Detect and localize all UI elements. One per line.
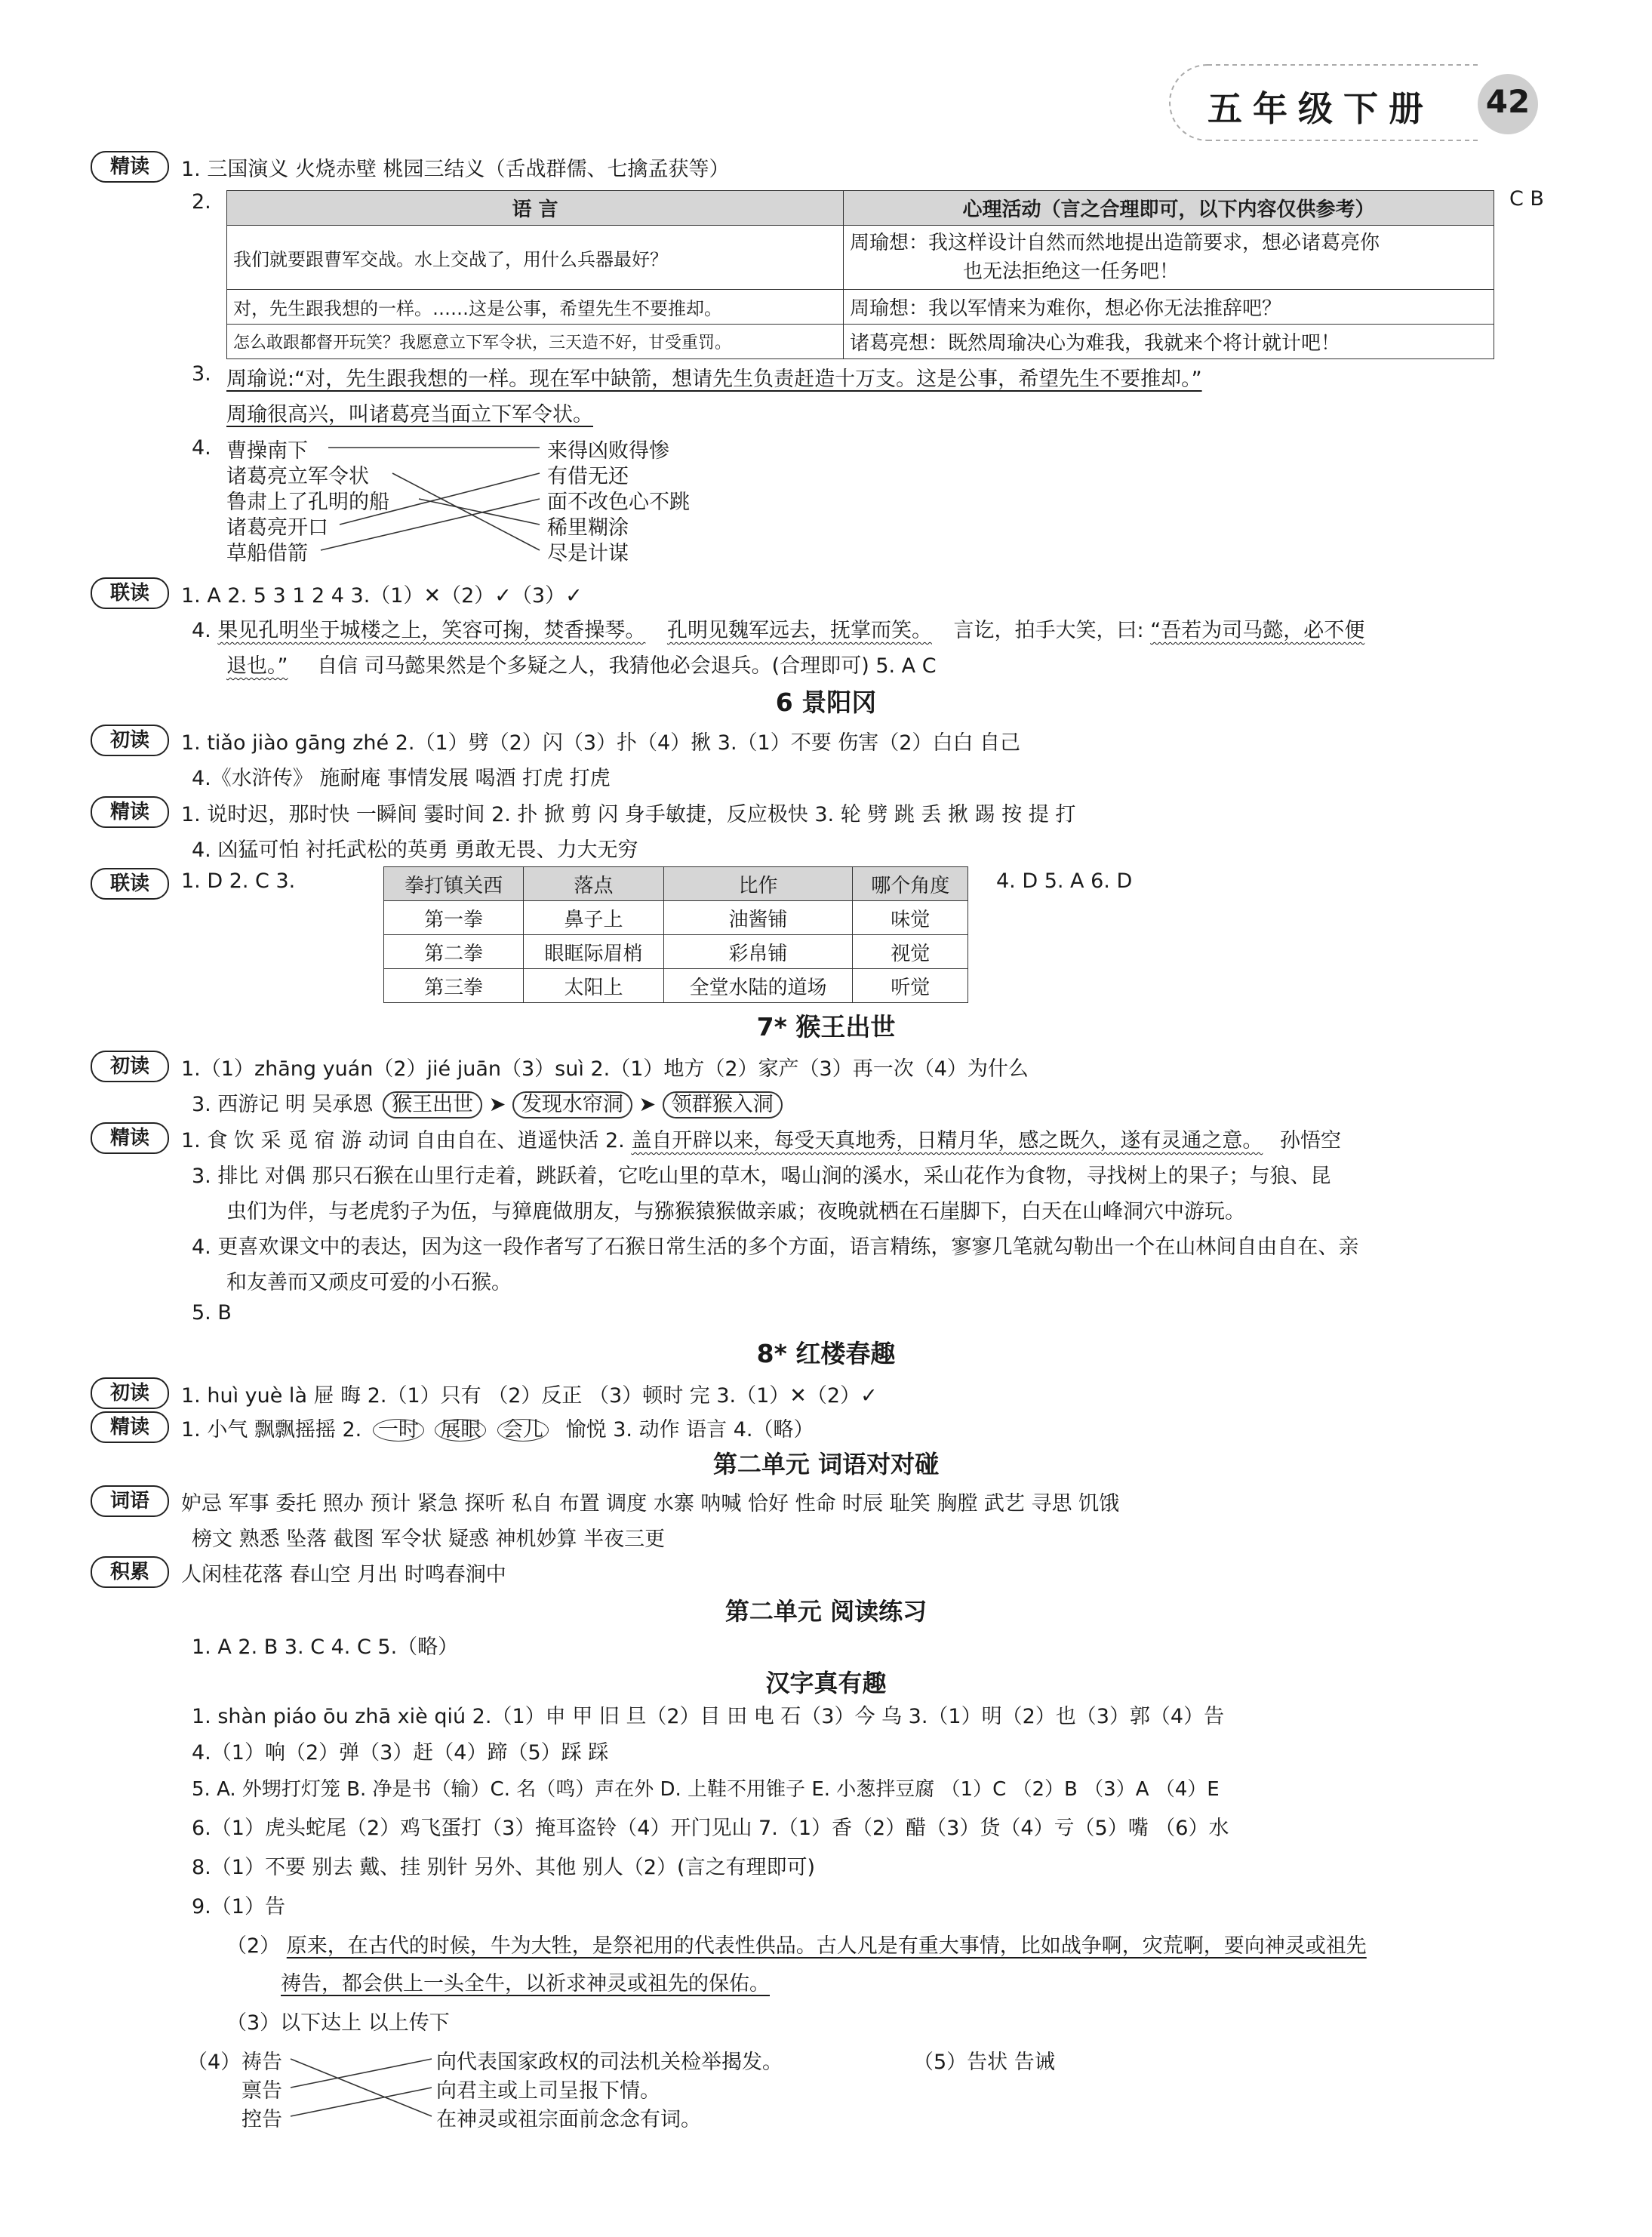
lesson-6-title: 6 景阳冈	[775, 688, 877, 717]
table-cell: 诸葛亮想：既然周瑜决心为难我，我就来个将计就计吧！	[844, 325, 1494, 359]
hanzi-line6: 9.（1）告	[192, 1895, 285, 1919]
match-left-item: 鲁肃上了孔明的船	[226, 491, 389, 514]
table-header: 落点	[524, 867, 663, 901]
plain-text: 自信 司马懿果然是个多疑之人，我猜他必会退兵。(合理即可) 5. A C	[317, 654, 937, 678]
s5-q3-num: 3.	[192, 362, 211, 386]
table-cell: 眼眶际眉梢	[524, 935, 663, 969]
tag-liandu: 联读	[91, 577, 169, 609]
match-right-item: 向君主或上司呈报下情。	[436, 2079, 660, 2103]
lesson-7-title: 7* 猴王出世	[756, 1012, 896, 1042]
s7-chudu-line1: 1.（1）zhāng yuán（2）jié juān（3）suì 2.（1）地方（2）家产（3）再一次（4）为什么	[181, 1057, 1029, 1081]
unit2-reading-line1: 1. A 2. B 3. C 4. C 5.（略）	[192, 1635, 459, 1659]
plain-text: 愉悦 3. 动作 语言 4.（略）	[565, 1418, 814, 1442]
wavy-underline-text: 退也。”	[226, 654, 288, 678]
table-cell: 全堂水陆的道场	[663, 969, 853, 1003]
table-cell: 鼻子上	[524, 901, 663, 935]
match-right-item: 面不改色心不跳	[547, 491, 690, 514]
table-cell: 彩帛铺	[663, 935, 853, 969]
table-cell-line: 也无法拒绝这一任务吧！	[963, 260, 1180, 283]
table-cell: 味觉	[853, 901, 968, 935]
tag-jingdu: 精读	[91, 1411, 169, 1443]
match-left-item: 草船借箭	[226, 542, 308, 565]
s5-jingdu-line1: 1. 三国演义 火烧赤壁 桃园三结义（舌战群儒、七擒孟获等）	[181, 158, 730, 181]
tag-jingdu: 精读	[91, 151, 169, 183]
s8-chudu-line1: 1. huì yuè là 屉 晦 2.（1）只有 （2）反正 （3）顿时 完 3.（1）✕（2）✓	[181, 1384, 878, 1408]
wavy-underline-text: 果见孔明坐于城楼之上，笑容可掬，焚香操琴。	[217, 619, 646, 642]
table-cell: 对，先生跟我想的一样。……这是公事，希望先生不要推却。	[227, 290, 844, 325]
table-cell: 周瑜想：我以军情来为难你，想必你无法推辞吧？	[844, 290, 1494, 325]
wavy-underline-text: 盖自开辟以来，每受天真地秀，日精月华，感之既久，遂有灵通之意。	[631, 1129, 1263, 1152]
hanzi-line5: 8.（1）不要 别去 戴、挂 别针 另外、其他 别人（2）(言之有理即可)	[192, 1856, 816, 1879]
tag-jingdu: 精读	[91, 796, 169, 828]
flow-arrow-icon: ➤	[638, 1093, 657, 1116]
hanzi-line4: 6.（1）虎头蛇尾（2）鸡飞蛋打（3）掩耳盗铃（4）开门见山 7.（1）香（2）醋（3）货（4）亏（5）嘴 （6）水	[192, 1817, 1229, 1840]
s6-chudu-line1: 1. tiǎo jiào gāng zhé 2.（1）劈（2）闪（3）扑（4）揪 3.（1）不要 伤害（2）白白 自己	[181, 731, 1021, 755]
s6-jingdu-line2: 4. 凶猛可怕 衬托武松的英勇 勇敢无畏、力大无穷	[192, 838, 638, 862]
match-left-item: 曹操南下	[226, 439, 308, 463]
wavy-underline-text: “吾若为司马懿，必不便	[1150, 619, 1365, 642]
circled-word: 一时	[373, 1419, 424, 1442]
hanzi-line3: 5. A. 外甥打灯笼 B. 净是书（输）C. 名（鸣）声在外 D. 上鞋不用锥子 E. 小葱拌豆腐 （1）C （2）B （3）A （4）E	[192, 1778, 1220, 1801]
unit2-jilei-line1: 人闲桂花落 春山空 月出 时鸣春涧中	[181, 1563, 506, 1586]
table-cell: 听觉	[853, 969, 968, 1003]
table-header: 拳打镇关西	[384, 867, 524, 901]
tag-chudu: 初读	[91, 1377, 169, 1409]
unit2-words-line2: 榜文 熟悉 坠落 截图 军令状 疑惑 神机妙算 半夜三更	[192, 1528, 666, 1551]
page-number: 42	[1485, 83, 1530, 120]
s5-jingdu-q2-num: 2.	[192, 190, 211, 214]
match-left-item: 禀告	[241, 2079, 282, 2103]
q-num: （2）	[226, 1934, 281, 1958]
plain-text: 孙悟空	[1279, 1129, 1341, 1152]
circled-word: 展眼	[435, 1419, 486, 1442]
match-right-item: 有借无还	[547, 465, 629, 488]
tag-jingdu: 精读	[91, 1122, 169, 1154]
table-cell: 第三拳	[384, 969, 524, 1003]
unit2-words-title: 第二单元 词语对对碰	[712, 1450, 940, 1479]
hanzi-line7b: 祷告，都会供上一头全牛，以祈求神灵或祖先的保佑。	[281, 1972, 770, 1995]
table-cell: 怎么敢跟都督开玩笑？我愿意立下军令状，三天造不好，甘受重罚。	[227, 325, 844, 359]
q-num: 4.	[192, 619, 211, 642]
lesson-8-title: 8* 红楼春趣	[756, 1339, 896, 1368]
table-cell: 油酱铺	[663, 901, 853, 935]
tag-chudu: 初读	[91, 1051, 169, 1082]
circled-word: 会儿	[497, 1419, 549, 1442]
table-cell: 太阳上	[524, 969, 663, 1003]
match-right-item: 向代表国家政权的司法机关检举揭发。	[436, 2051, 783, 2074]
match-left-item: 祷告	[241, 2051, 282, 2074]
match-right-item: 尽是计谋	[547, 542, 629, 565]
plain-text: 3. 西游记 明 吴承恩	[192, 1093, 374, 1116]
wavy-underline-text: 孔明见魏军远去，抚掌而笑。	[666, 619, 932, 642]
match-right-item: 稀里糊涂	[547, 516, 629, 540]
tag-jilei: 积累	[91, 1556, 169, 1588]
grade-label: 五年级下册	[1207, 88, 1434, 129]
table-cell: 视觉	[853, 935, 968, 969]
flow-step: 领群猴入洞	[663, 1091, 783, 1118]
hanzi-line2: 4.（1）响（2）弹（3）赶（4）蹄（5）踩 踩	[192, 1741, 609, 1765]
hanzi-q4-num: （4）	[187, 2051, 241, 2074]
plain-text: 1. 小气 飘飘摇摇 2.	[181, 1418, 362, 1442]
s6-liandu-post: 4. D 5. A 6. D	[996, 869, 1133, 893]
s7-jingdu-q5: 5. B	[192, 1301, 232, 1325]
s5-q3-line2: 周瑜很高兴，叫诸葛亮当面立下军令状。	[226, 403, 593, 426]
flow-arrow-icon: ➤	[488, 1093, 506, 1116]
match-left-item: 诸葛亮开口	[226, 516, 328, 540]
flow-step: 发现水帘洞	[512, 1091, 632, 1118]
table-header: 哪个角度	[853, 867, 968, 901]
s6-chudu-line2: 4.《水浒传》 施耐庵 事情发展 喝酒 打虎 打虎	[192, 767, 611, 790]
s5-q4-num: 4.	[192, 436, 211, 460]
match-right-item: 来得凶败得惨	[547, 439, 669, 463]
s7-jingdu-q4b: 和友善而又顽皮可爱的小石猴。	[226, 1271, 512, 1294]
s7-jingdu-q3a: 3. 排比 对偶 那只石猴在山里行走着，跳跃着，它吃山里的草木，喝山涧的溪水，采山花作为食物，寻找树上的果子；与狼、昆	[192, 1165, 1331, 1188]
table-cell: 第一拳	[384, 901, 524, 935]
s7-jingdu-q4a: 4. 更喜欢课文中的表达，因为这一段作者写了石猴日常生活的多个方面，语言精练，寥寥几笔就勾勒出一个在山林间自由自在、亲	[192, 1235, 1359, 1259]
tag-liandu: 联读	[91, 868, 169, 900]
underlined-text: 原来，在古代的时候，牛为大牲，是祭祀用的代表性供品。古人凡是有重大事情，比如战争啊，灾荒啊，要向神灵或祖先	[286, 1934, 1367, 1958]
table-cell: 第二拳	[384, 935, 524, 969]
s6-liandu-pre: 1. D 2. C 3.	[181, 869, 296, 893]
table-cell-line: 周瑜想：我这样设计自然而然地提出造箭要求，想必诸葛亮你	[850, 232, 1380, 254]
table-header-psychology: 心理活动（言之合理即可，以下内容仅供参考）	[844, 191, 1494, 226]
table-header-language: 语 言	[227, 191, 844, 226]
s6-jingdu-line1: 1. 说时迟，那时快 一瞬间 霎时间 2. 扑 掀 剪 闪 身手敏捷，反应极快 3. 轮 劈 跳 丢 揪 踢 按 提 打	[181, 803, 1076, 826]
table-header: 比作	[663, 867, 853, 901]
plain-text: 言讫，拍手大笑，曰:	[953, 619, 1144, 642]
hanzi-q5: （5）告状 告诫	[913, 2051, 1055, 2074]
flow-step: 猴王出世	[383, 1091, 482, 1118]
match-left-item: 控告	[241, 2108, 282, 2131]
hanzi-line8: （3）以下达上 以上传下	[226, 2011, 450, 2035]
tag-ciyu: 词语	[91, 1485, 169, 1517]
hanzi-line1: 1. shàn piáo ōu zhā xiè qiú 2.（1）申 甲 旧 旦（2）目 田 电 石（3）今 乌 3.（1）明（2）也（3）郭（4）告	[192, 1705, 1225, 1728]
unit2-reading-title: 第二单元 阅读练习	[724, 1597, 928, 1626]
tag-chudu: 初读	[91, 725, 169, 756]
plain-text: 1. 食 饮 采 觅 宿 游 动词 自由自在、逍遥快活 2.	[181, 1129, 625, 1152]
s5-liandu-line1: 1. A 2. 5 3 1 2 4 3.（1）✕（2）✓（3）✓	[181, 584, 583, 608]
s5-q3-line1: 周瑜说:“对，先生跟我想的一样。现在军中缺箭，想请先生负责赶造十万支。这是公事，希望先生不要推却。”	[226, 368, 1202, 391]
table-cell: 我们就要跟曹军交战。水上交战了，用什么兵器最好？	[227, 226, 844, 290]
match-right-item: 在神灵或祖宗面前念念有词。	[436, 2108, 701, 2131]
unit2-words-line1: 妒忌 军事 委托 照办 预计 紧急 探听 私自 布置 调度 水寨 呐喊 恰好 性命 时辰 耻笑 胸膛 武艺 寻思 饥饿	[181, 1492, 1120, 1515]
s5-q2-answer: C B	[1509, 187, 1544, 211]
s7-jingdu-q3b: 虫们为伴，与老虎豹子为伍，与獐鹿做朋友，与猕猴猿猴做亲戚；夜晚就栖在石崖脚下，白天在山峰洞穴中游玩。	[226, 1200, 1245, 1223]
match-left-item: 诸葛亮立军令状	[226, 465, 369, 488]
hanzi-title: 汉字真有趣	[765, 1669, 887, 1697]
